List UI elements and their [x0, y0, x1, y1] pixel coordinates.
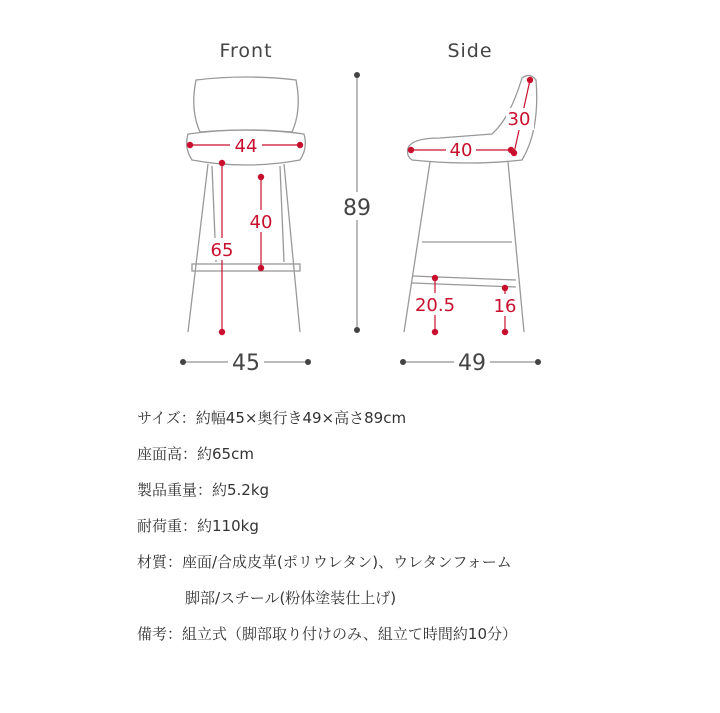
spec-material-legs: 脚部/スチール(粉体塗装仕上げ) — [185, 589, 397, 607]
dim-label-49: 49 — [458, 351, 486, 376]
dim-point — [354, 327, 360, 333]
dim-label-30: 30 — [507, 109, 531, 130]
dim-point — [527, 77, 533, 83]
dim-point — [400, 359, 406, 365]
dim-point — [354, 72, 360, 78]
front-footrest-dim — [246, 174, 276, 271]
side-seat-depth-dim — [408, 139, 514, 161]
spec-weight: 製品重量：約5.2kg — [137, 481, 270, 499]
dim-point — [297, 142, 303, 148]
dim-point — [535, 359, 541, 365]
dim-label-16: 16 — [493, 296, 517, 317]
dim-label-40-front: 40 — [249, 212, 273, 233]
dim-label-89: 89 — [343, 196, 371, 221]
dim-label-20-5: 20.5 — [414, 295, 456, 316]
dim-point — [305, 359, 311, 365]
dim-point — [187, 142, 193, 148]
spec-seat-height: 座面高：約65cm — [137, 445, 254, 463]
dim-label-40-side: 40 — [449, 140, 473, 161]
side-footrest-bar-dim — [491, 285, 519, 335]
spec-size: サイズ：約幅45×奥行き49×高さ89cm — [137, 409, 407, 427]
front-chair — [187, 77, 306, 332]
side-view-label: Side — [447, 40, 493, 62]
dim-point — [502, 329, 508, 335]
dim-point — [432, 329, 438, 335]
dim-point — [432, 275, 438, 281]
total-height-dim — [338, 72, 376, 333]
dim-point — [258, 174, 264, 180]
dim-point — [258, 265, 264, 271]
side-total-depth-dim — [400, 348, 541, 376]
dim-label-45: 45 — [232, 351, 260, 376]
front-seat-width-dim — [187, 135, 303, 157]
dim-label-65: 65 — [210, 240, 234, 261]
dim-point — [408, 147, 414, 153]
front-total-width-dim — [180, 348, 311, 376]
dim-point — [180, 359, 186, 365]
front-view-label: Front — [219, 40, 273, 62]
spec-material-seat: 材質：座面/合成皮革(ポリウレタン)、ウレタンフォーム — [137, 553, 512, 571]
spec-notes: 備考：組立式（脚部取り付けのみ、組立て時間約10分） — [137, 625, 517, 643]
spec-list — [137, 408, 707, 660]
spec-load-capacity: 耐荷重：約110kg — [137, 517, 259, 535]
dim-label-44: 44 — [234, 136, 258, 157]
dim-point — [502, 285, 508, 291]
dim-point — [219, 329, 225, 335]
dim-point — [508, 147, 514, 153]
dim-point — [219, 160, 225, 166]
